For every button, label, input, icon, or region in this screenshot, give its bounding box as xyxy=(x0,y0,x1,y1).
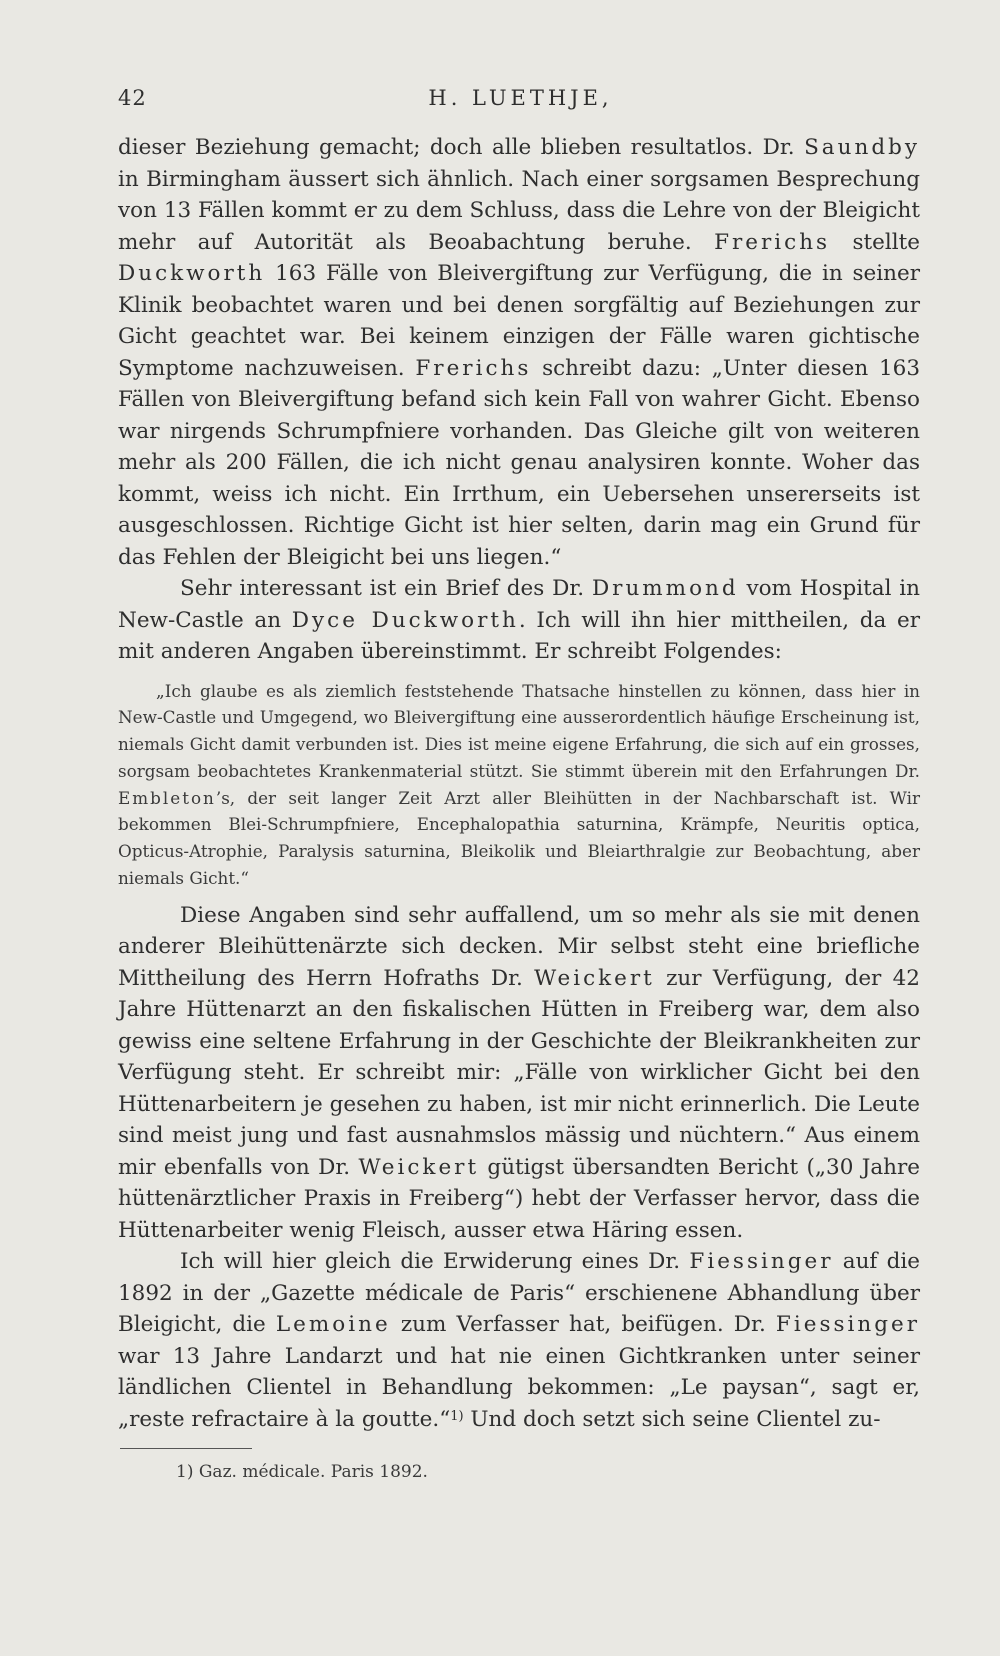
author-name: Fiessinger xyxy=(689,1249,834,1275)
author-name: Frerichs xyxy=(415,355,532,381)
text-run: Ich will hier gleich die Erwiderung eines Dr. xyxy=(180,1249,690,1275)
author-name: Frerichs xyxy=(714,229,831,255)
text-run: „Ich glaube es als ziemlich feststehende Thatsache hinstellen zu können, dass hier in New-Castle und Umgegend, wo Bleivergiftung eine ausserordentlich häufige Erscheinung ist, niemals Gicht damit verbunden ist. Dies ist meine eigene Erfahrung, die sich auf ein grosses, sorgsam beobachtetes Krankenmaterial stützt. Sie stimmt überein mit den Erfahrungen Dr. xyxy=(118,680,920,781)
author-name: Duckworth xyxy=(118,261,266,286)
text-run: Sehr interessant ist ein Brief des Dr. xyxy=(180,576,592,601)
text-run: war 13 Jahre Landarzt und hat nie einen Gichtkranken unter seiner ländlichen Clientel in Behandlung bekommen: „Le paysan“, sagt er, „reste refractaire à la goutte.“ xyxy=(118,1343,920,1432)
text-run: vom Hospital in New-Castle an xyxy=(118,576,921,633)
body-text xyxy=(118,132,920,1435)
author-name: Dyce Duckworth xyxy=(291,607,519,633)
page-header xyxy=(118,86,923,120)
author-name: Embleton xyxy=(118,787,216,808)
text-run: stellte xyxy=(830,229,920,255)
paragraph xyxy=(118,132,920,573)
paragraph xyxy=(118,900,920,1247)
text-run: in Birmingham äussert sich ähnlich. Nach einer sorgsamen Besprechung von 13 Fällen kommt er zu dem Schluss, dass die Lehre von der Bleigicht mehr auf Autorität als Beoabachtung beruhe. xyxy=(118,166,920,255)
text-run: zum Verfasser hat, beifügen. Dr. xyxy=(390,1312,776,1338)
text-run: . Ich will ihn hier mittheilen, da er mit anderen Angaben übereinstimmt. Er schreibt Folgendes: xyxy=(118,607,920,664)
author-name: Weickert xyxy=(534,965,655,991)
text-run: gütigst übersandten Bericht („30 Jahre hüttenärztlicher Praxis in Freiberg“) hebt der Verfasser hervor, dass die Hüttenarbeiter wenig Fleisch, ausser etwa Häring essen. xyxy=(118,1154,920,1243)
text-run: Und doch setzt sich seine Clientel zu- xyxy=(463,1406,881,1432)
block-quote xyxy=(118,678,920,892)
footnote: 1) Gaz. médicale. Paris 1892. xyxy=(176,1462,428,1482)
quote-paragraph xyxy=(118,678,920,892)
author-name: Saundby xyxy=(804,135,920,160)
author-name: Fiessinger xyxy=(775,1312,920,1338)
footnote-divider xyxy=(120,1448,252,1449)
running-head: H. LUETHJE, xyxy=(428,86,613,110)
text-run: schreibt dazu: „Unter diesen 163 Fällen von Bleivergiftung befand sich kein Fall von wahrer Gicht. Ebenso war nirgends Schrumpfniere vorhanden. Das Gleiche gilt von weiteren mehr als 200 Fällen, die ich nicht genau analysiren konnte. Woher das kommt, weiss ich nicht. Ein Irrthum, ein Uebersehen unsererseits ist ausgeschlossen. Richtige Gicht ist hier selten, darin mag ein Grund für das Fehlen der Bleigicht bei uns liegen.“ xyxy=(118,355,921,570)
paragraph xyxy=(118,1246,920,1435)
text-run: ’s, der seit langer Zeit Arzt aller Bleihütten in der Nachbarschaft ist. Wir bekommen Blei-Schrumpfniere, Encephalopathia saturnina, Krämpfe, Neuritis optica, Opticus-Atrophie, Paralysis saturnina, Bleikolik und Bleiarthralgie zur Beobachtung, aber niemals Gicht.“ xyxy=(118,787,920,889)
text-run: zur Verfügung, der 42 Jahre Hüttenarzt an den fiskalischen Hütten in Freiberg war, dem also gewiss eine seltene Erfahrung in der Geschichte der Bleikrankheiten zur Verfügung steht. Er schreibt mir: „Fälle von wirklicher Gicht bei den Hüttenarbeitern je gesehen zu haben, ist mir nicht erinnerlich. Die Leute sind meist jung und fast ausnahmslos mässig und nüchtern.“ Aus einem mir ebenfalls von Dr. xyxy=(118,965,920,1180)
author-name: Lemoine xyxy=(275,1312,391,1338)
text-run: 163 Fälle von Bleivergiftung zur Verfügung, die in seiner Klinik beobachtet waren und bei denen sorgfältig auf Beziehungen zur Gicht geachtet war. Bei keinem einzigen der Fälle waren gichtische Symptome nachzuweisen. xyxy=(118,261,920,381)
paragraph xyxy=(118,573,920,668)
page-number: 42 xyxy=(118,86,147,110)
text-run: dieser Beziehung gemacht; doch alle blieben resultatlos. Dr. xyxy=(118,135,805,160)
author-name: Weickert xyxy=(358,1154,480,1180)
footnote-reference[interactable]: 1) xyxy=(450,1408,464,1424)
text-run: Diese Angaben sind sehr auffallend, um so mehr als sie mit denen anderer Bleihüttenärzte sich decken. Mir selbst steht eine briefliche Mittheilung des Herrn Hofraths Dr. xyxy=(118,902,920,991)
text-run: auf die 1892 in der „Gazette médicale de Paris“ erschienene Abhandlung über Bleigicht, die xyxy=(118,1249,920,1338)
author-name: Drummond xyxy=(591,576,739,601)
